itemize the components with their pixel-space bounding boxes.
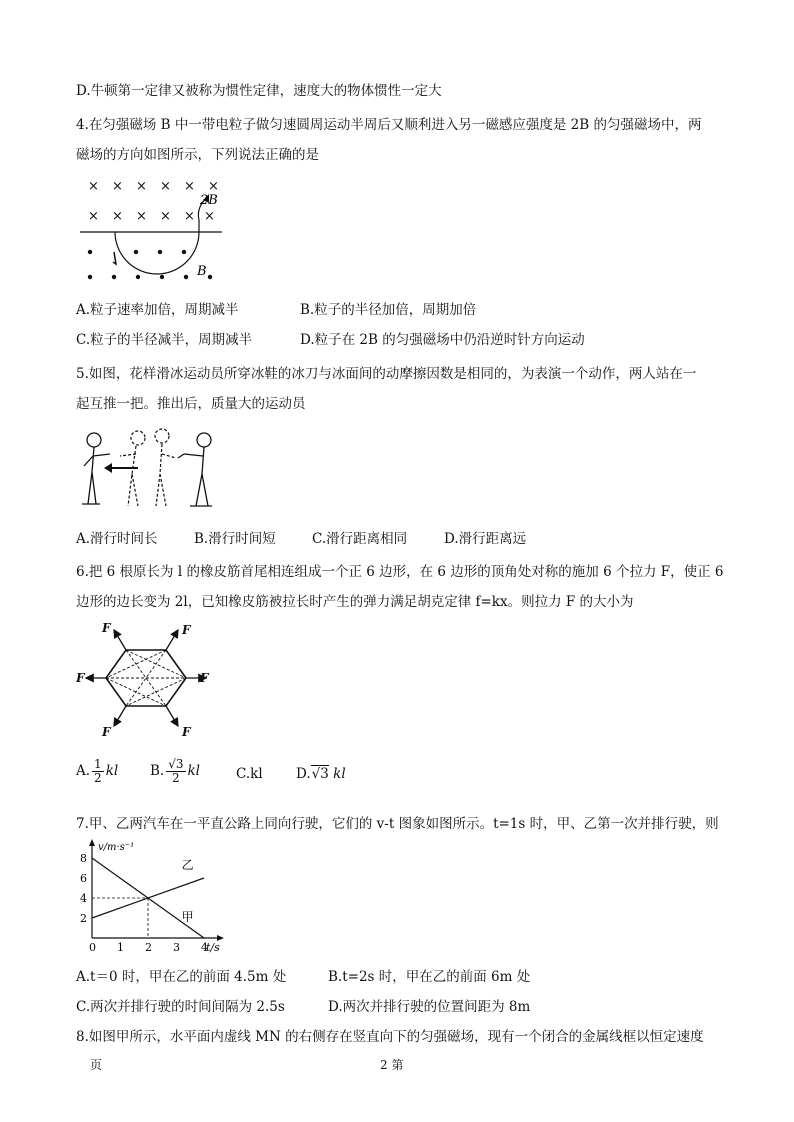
q7-option-a: A.t＝0 时，甲在乙的前面 4.5m 处 <box>76 969 287 985</box>
label-2b: 2B <box>200 193 218 208</box>
q8-stem-line1: 8.如图甲所示，水平面内虚线 MN 的右侧存在竖直向下的匀强磁场，现有一个闭合的金属线框以恒定速度 <box>76 1029 704 1045</box>
q5-skaters-figure <box>80 424 220 514</box>
q7-option-d: D.两次并排行驶的位置间距为 8m <box>328 999 531 1015</box>
q3-option-d: D.牛顿第一定律又被称为惯性定律，速度大的物体惯性一定大 <box>76 83 442 99</box>
q4-magnetic-field-figure <box>80 172 230 292</box>
q5-option-d: D.滑行距离远 <box>444 531 527 547</box>
y-tick-label: 6 <box>80 872 87 885</box>
q4-option-d: D.粒子在 2B 的匀强磁场中仍沿逆时针方向运动 <box>300 332 585 348</box>
force-label-bottom-right: F <box>182 725 191 738</box>
series-label-jia: 甲 <box>181 910 194 924</box>
svg-text:×: × <box>88 179 99 194</box>
q5-option-b: B.滑行时间短 <box>194 531 276 547</box>
force-label-top-left: F <box>102 621 111 635</box>
q5-stem-line1: 5.如图，花样滑冰运动员所穿冰鞋的冰刀与冰面间的动摩擦因数是相同的，为表演一个动作，两人站在一 <box>76 366 697 382</box>
q6-option-c: C.kl <box>236 766 263 782</box>
q4-stem-line2: 磁场的方向如图所示，下列说法正确的是 <box>76 147 319 163</box>
svg-text:×: × <box>204 209 215 224</box>
x-tick-label: 4 <box>201 941 208 954</box>
push-arrow-icon <box>104 463 112 473</box>
q5-option-c: C.滑行距离相同 <box>312 531 408 547</box>
q5-option-a: A.滑行时间长 <box>76 531 158 547</box>
svg-text:×: × <box>208 179 219 194</box>
force-labels <box>76 621 210 738</box>
series-label-yi: 乙 <box>181 858 194 872</box>
out-of-page-field-marks <box>88 250 212 279</box>
q6-option-a: A. $\frac{1}{2}$ kl <box>76 757 119 785</box>
svg-text:×: × <box>184 209 195 224</box>
footer-left: 页 <box>90 1058 103 1072</box>
svg-text:×: × <box>136 179 147 194</box>
y-tick-label: 2 <box>80 912 87 925</box>
svg-text:×: × <box>88 209 99 224</box>
q6-hexagon-figure <box>76 618 216 738</box>
particle-velocity-icon <box>113 252 116 264</box>
q6-option-d: D.√3 kl <box>296 766 346 782</box>
q6-option-b: B. $\frac{√3}{2}$ kl <box>150 757 200 785</box>
y-axis-label: v/m·s⁻¹ <box>98 842 135 853</box>
q5-stem-line2: 起互推一把。推出后，质量大的运动员 <box>76 396 306 412</box>
label-b: B <box>197 264 207 279</box>
svg-text:×: × <box>136 209 147 224</box>
hexagon-inner-diagonals <box>106 650 186 706</box>
x-tick-label: 2 <box>145 941 152 954</box>
q7-option-b: B.t=2s 时，甲在乙的前面 6m 处 <box>328 969 531 985</box>
right-skater-icon <box>178 433 212 506</box>
q4-option-a: A.粒子速率加倍，周期减半 <box>76 302 239 318</box>
q7-option-c: C.两次并排行驶的时间间隔为 2.5s <box>76 999 285 1015</box>
y-tick-label: 4 <box>80 892 87 905</box>
q7-stem-line1: 7.甲、乙两汽车在一平直公路上同向行驶，它们的 v-t 图象如图所示。t=1s 时，甲、乙第一次并排行驶，则 <box>76 816 719 832</box>
force-label-top-right: F <box>182 623 191 637</box>
svg-text:×: × <box>112 179 123 194</box>
q4-option-b: B.粒子的半径加倍，周期加倍 <box>300 302 477 318</box>
force-label-bottom-left: F <box>102 725 111 738</box>
force-label-left: F <box>76 671 85 685</box>
x-axis-label: t/s <box>206 941 220 954</box>
q6-stem-line2: 边形的边长变为 2l，已知橡皮筋被拉长时产生的弹力满足胡克定律 f=kx。则拉力 F 的大小为 <box>76 594 634 610</box>
q4-stem-line1: 4.在匀强磁场 B 中一带电粒子做匀速圆周运动半周后又顺利进入另一磁感应强度是 2B 的匀强磁场中，两 <box>76 117 702 133</box>
svg-text:×: × <box>112 209 123 224</box>
svg-text:×: × <box>184 179 195 194</box>
q7-vt-chart <box>76 838 226 956</box>
x-tick-label: 1 <box>117 941 124 954</box>
q4-option-c: C.粒子的半径减半，周期减半 <box>76 332 253 348</box>
y-tick-label: 8 <box>80 852 87 865</box>
x-tick-label: 3 <box>173 941 180 954</box>
x-tick-label: 0 <box>89 941 96 954</box>
q6-stem-line1: 6.把 6 根原长为 l 的橡皮筋首尾相连组成一个正 6 边形，在 6 边形的顶角处对称的施加 6 个拉力 F，使正 6 <box>76 564 724 580</box>
svg-text:×: × <box>160 179 171 194</box>
footer-page-number: 2 第 <box>380 1058 404 1072</box>
y-axis-arrow-icon <box>89 839 95 846</box>
svg-text:×: × <box>160 209 171 224</box>
force-label-right: F <box>200 671 209 685</box>
